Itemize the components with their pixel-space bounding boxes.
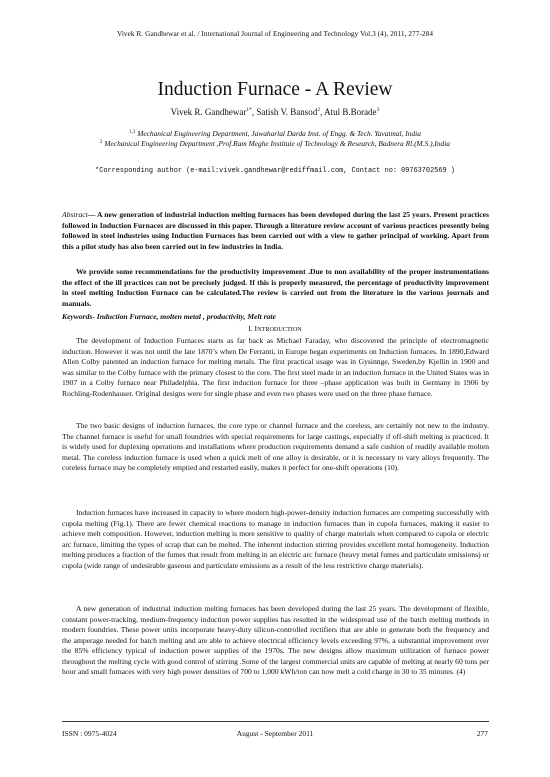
affiliation-superscript: 1,3 (129, 130, 136, 135)
affiliation-2 (80, 138, 470, 149)
section-heading (0, 324, 550, 333)
affiliation-text: Mechanical Engineering Department, Jawaharlal Darda Inst. of Engg. & Tech. Yavatmal, India (137, 129, 421, 138)
paper-title: Induction Furnace - A Review (157, 79, 393, 101)
footer-page-number: 277 (476, 729, 488, 738)
abstract-dash: — (87, 210, 98, 219)
section-number: I. I (248, 324, 258, 333)
footer-date: August - September 2011 (236, 729, 314, 738)
author-superscript: 1* (246, 107, 252, 113)
author-superscript: 2 (317, 107, 321, 113)
abstract-text: A new generation of industrial induction melting furnaces has been developed during the last 25 years. Present practices followed in Induction Furnaces are discussed in this paper. Through a literature review account of various practices presently being followed in steel industries using Induction Furnaces has been carried out with a view to gather principal of working. Apart from this a pilot study has also been carried out in few industries in India. (62, 210, 489, 251)
author-name: Vivek R. Gandhewar (170, 107, 247, 117)
abstract-label: Abstract (62, 210, 88, 219)
author-name: Atul B.Borade (324, 107, 377, 117)
author-superscript: 3 (376, 107, 380, 113)
body-paragraph: A new generation of industrial induction melting furnaces has been developed during the last 25 years. The development of flexible, constant power-tracking, medium-frequency induction power supplies has resulted in the widespread use of the batch melting methods in modern foundries. These power units incorporate heavy-duty silicon-controlled rectifiers that are able to generate both the frequency and the amperage needed for batch melting and are able to achieve electrical efficiency levels exceeding 97%, a substantial improvement over the 85% efficiency typical of induction power supplies of the 1970s. The new designs allow maximum utilization of furnace power throughout the melting cycle with good control of stirring .Some of the largest commercial units are capable of melting at nearly 60 tons per hour and small furnaces with very high power densities of 700 to 1,000 kWh/ton can now melt a cold charge in 30 to 35 minutes. (4) (62, 604, 489, 676)
body-paragraph: The two basic designs of induction furnaces, the core type or channel furnace and the coreless, are certainly not new to the industry. The channel furnace is useful for small foundries with special requirements for large castings, especially if off-shift melting is practiced. It is widely used for duplexing operations and installations where production requirements demand a safe cushion of readily available molten metal. The coreless induction furnace is used when a quick melt of one alloy is desirable, or it is necessary to vary alloys frequently. The coreless furnace may be completely emptied and restarted easily, makes it perfect for one-shift operations (10). (62, 421, 489, 472)
body-paragraph: The development of Induction Furnaces starts as far back as Michael Faraday, who discovered the principle of electromagnetic induction. However it was not until the late 1870’s when De Ferranti, in Europe began experiments on Induction furnaces. In 1890,Edward Allen Colby patented an induction furnace for melting metals. The first practical usage was in Gysinnge, Sweden,by Kjellin in 1900 and was similar to the Colby furnace with the primary closest to the core. The first steel made in an induction furnace in the United States was in 1907 in a Colby furnace near Philadelphia. The first induction furnace for three –phase application was built in Germany in 1906 by Rochling-Rodenhauser. Original designs were for single phase and even two phases were used on the three phase furnace. (62, 336, 489, 398)
keywords: Keywords- Induction Furnace, molten metal , productivity, Melt rate (62, 312, 276, 321)
corresponding-author: *Corresponding author (e-mail:vivek.gandhewar@rediffmail.com, Contact no: 09763702569 ) (95, 167, 455, 175)
abstract-paragraph-1 (62, 210, 489, 252)
body-paragraph: Induction furnaces have increased in capacity to where modern high-power-density induction furnaces are competing successfully with cupola melting (Fig.1). There are fewer chemical reactions to manage in induction furnaces than in cupola furnaces, making it easier to achieve melt composition. However, induction melting is more sensitive to quality of charge materials when compared to cupola or electric arc furnace, limiting the types of scrap that can be melted. The inherent induction stirring provides excellent metal homogeneity. Induction melting produces a fraction of the fumes that result from melting in an electric arc furnace (heavy metal fumes and particulate emissions) or cupola (wide range of undesirable gaseous and particulate emissions as a result of the less restrictive charge materials). (62, 508, 489, 570)
section-title: NTRODUCTION (257, 326, 302, 333)
affiliation-text: Mechanical Engineering Department ,Prof.Ram Meghe Institute of Technology & Research, Badnera Rl.(M.S.),India (104, 139, 450, 148)
author-list: Vivek R. Gandhewar$^{1*}$, Satish V. Bansod$^2$, Atul B.Borade$^3$ (170, 107, 380, 117)
running-header: Vivek R. Gandhewar et al. / International Journal of Engineering and Technology Vol.3 (4), 2011, 277-284 (116, 29, 434, 38)
author-name: Satish V. Bansod (256, 107, 318, 117)
abstract-paragraph-2: We provide some recommendations for the productivity improvement .Due to non availability of the proper instrumentations the effect of the ill practices can not be precisely judged. If this is properly measured, the percentage of productivity improvement in steel melting Induction Furnace can be calculated.The review is carried out from the literature in the various journals and manuals. (62, 267, 489, 308)
affiliation-superscript: 2 (100, 140, 103, 145)
footer-issn: ISSN : 0975-4024 (62, 729, 117, 738)
footer-divider (62, 721, 489, 722)
